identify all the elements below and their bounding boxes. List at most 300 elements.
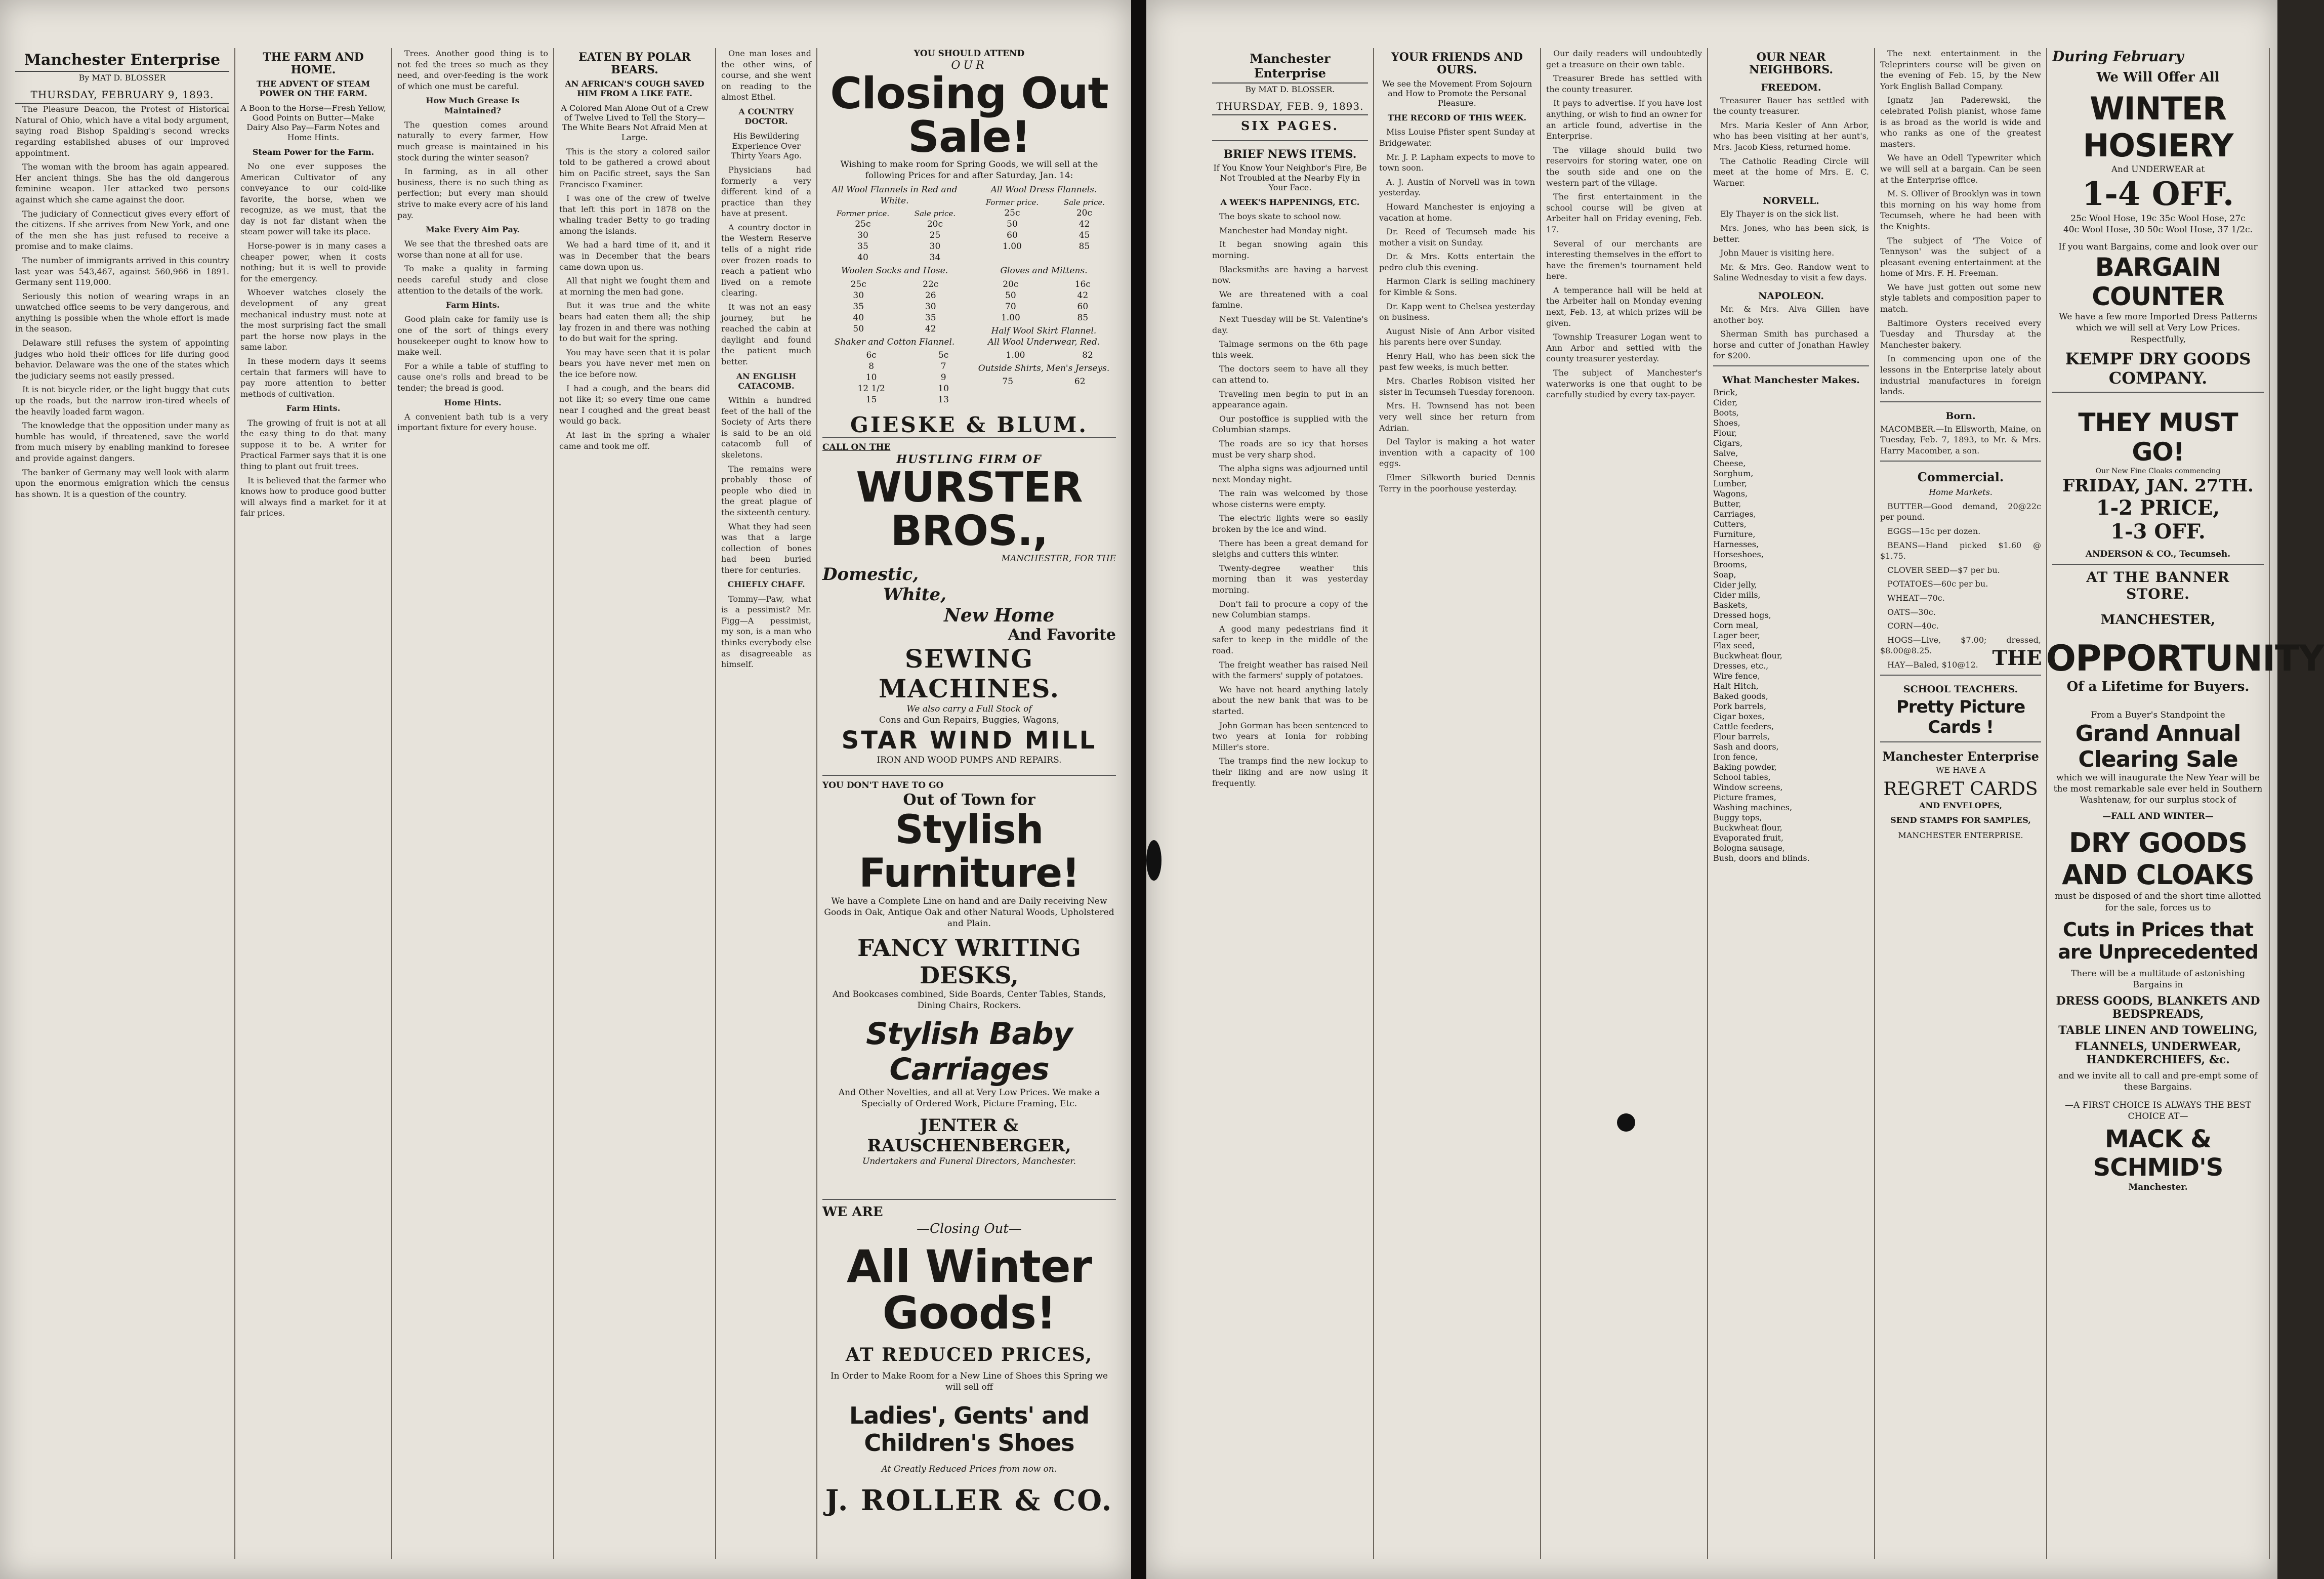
banner-store: AT THE BANNER STORE. <box>2086 568 2230 602</box>
anderson-name: ANDERSON & CO., Tecumseh. <box>2085 549 2231 559</box>
makes-item: Harnesses, <box>1713 539 1759 549</box>
table-row <box>972 241 1116 252</box>
cell: 30 <box>853 290 864 301</box>
ad-pumps: IRON AND WOOD PUMPS AND REPAIRS. <box>877 755 1062 765</box>
table-row <box>822 383 967 394</box>
commercial-title: Commercial. <box>1917 469 2004 484</box>
makes-item: Carriages, <box>1713 509 1756 519</box>
mack-city: Manchester. <box>2128 1182 2188 1193</box>
paragraph: Howard Manchester is enjoying a vacation at home. <box>1379 201 1535 223</box>
paragraph: The number of immigrants arrived in this country last year was 543,467, against 560,966 in 1891. Germany sent 119,000. <box>15 255 229 287</box>
paragraph: Our daily readers will undoubtedly get a treasure on their own table. <box>1546 49 1702 69</box>
table-row <box>822 241 967 252</box>
manchester-label: MANCHESTER, <box>2100 612 2216 628</box>
market-item: WHEAT—70c. <box>1887 593 1945 603</box>
subhead: A COUNTRY DOCTOR. <box>738 106 794 127</box>
paragraph: You may have seen that it is polar bears you have never met men on the ice before now. <box>559 347 710 379</box>
paragraph: A convenient bath tub is a very important fixture for every house. <box>397 411 548 433</box>
the-word: THE <box>1992 646 2042 671</box>
paragraph: Within a hundred feet of the hall of the Society of Arts there is said to be an old catacomb full of skeletons. <box>721 395 811 460</box>
table-row <box>822 312 967 323</box>
wool-flannels-block <box>822 184 967 265</box>
subhead: How Much Grease Is Maintained? <box>426 96 520 115</box>
cell: 1.00 <box>1006 350 1025 360</box>
paragraph: We are threatened with a coal famine. <box>1212 289 1368 310</box>
byline: By MAT D. BLOSSER. <box>1245 85 1335 94</box>
makes-item: Corn meal, <box>1713 620 1759 630</box>
paragraph: To make a quality in farming needs careful study and close attention to the details of the work. <box>397 264 548 296</box>
paragraph: The growing of fruit is not at all the easy thing to do that many suppose it to be. A writer for Practical Farmer says that it is one thing to plant out fruit trees. <box>240 418 386 471</box>
table-row <box>822 323 967 335</box>
section-header: THE FARM AND HOME. <box>263 51 364 77</box>
table-title: Outside Shirts, Men's Jerseys. <box>978 363 1110 373</box>
markets-list <box>1880 501 2041 671</box>
paragraph: Talmage sermons on the 6th page this week. <box>1212 339 1368 360</box>
subhead: A WEEK'S HAPPENINGS, ETC. <box>1220 197 1360 207</box>
makes-item: Brick, <box>1713 387 1738 397</box>
market-item: HOGS—Live, $7.00; dressed, $8.00@8.25. <box>1880 635 2041 656</box>
paragraph: Blacksmiths are having a harvest now. <box>1212 264 1368 285</box>
table-row <box>972 207 1116 219</box>
paragraph: Mr. & Mrs. Alva Gillen have another boy. <box>1713 304 1869 325</box>
makes-item: Cider mills, <box>1713 590 1761 600</box>
table-title: Woolen Socks and Hose. <box>841 266 948 276</box>
cell: 25c <box>850 279 866 289</box>
ad-hustling: HUSTLING FIRM OF <box>896 453 1042 467</box>
cell: 42 <box>1077 290 1089 301</box>
half-price: 1-2 PRICE, <box>2096 495 2220 520</box>
six-pages: SIX PAGES. <box>1240 118 1340 134</box>
article-body <box>1713 304 1869 361</box>
paragraph: Mr. J. P. Lapham expects to move to town soon. <box>1379 152 1535 173</box>
paragraph: In farming, as in all other business, there is no such thing as perfection; but every man should strive to make every acre of his land pay. <box>397 167 548 220</box>
market-item: OATS—30c. <box>1887 607 1936 617</box>
we-have: WE HAVE A <box>1936 765 1985 775</box>
makes-item: Flax seed, <box>1713 640 1755 650</box>
makes-title: What Manchester Makes. <box>1722 374 1860 386</box>
paragraph: The village should build two reservoirs for storing water, one on the south side and one on the western part of the village. <box>1546 145 1702 188</box>
byline: By MAT D. BLOSSER <box>78 73 166 82</box>
makes-item: Dressed hogs, <box>1713 610 1771 620</box>
paragraph: The banker of Germany may well look with alarm upon the enormous emigration which the census has shown. It is a question of the country. <box>15 467 229 499</box>
home-markets: Home Markets. <box>1929 487 1993 497</box>
paragraph: Township Treasurer Logan went to Ann Arbor and settled with the county treasurer yesterday. <box>1546 332 1702 364</box>
cell: 50 <box>1005 290 1016 301</box>
table-row <box>822 394 967 405</box>
paragraph: The electric lights were so easily broken by the ice and wind. <box>1212 513 1368 534</box>
cell: 42 <box>925 323 936 334</box>
paragraph: Horse-power is in many cases a cheaper power, when it costs nothing; but it is well to provide for the emergency. <box>240 241 386 283</box>
roller-ad <box>822 1204 1116 1568</box>
paragraph: But it was true and the white bears had eaten them all; the ship lay frozen in and there was nothing to do but wait for the spring. <box>559 301 710 344</box>
gieske-blum-ad <box>822 48 1116 437</box>
enterprise-label: Manchester Enterprise <box>1882 749 2039 764</box>
paragraph: No one ever supposes the American Cultivator of any conveyance to our cold-like favorite, the horse, when we recognize, as we must, that the day is not far distant when the steam power will take its place. <box>240 161 386 237</box>
paragraph: At last in the spring a whaler came and took me off. <box>559 430 710 451</box>
paragraph: The Pleasure Deacon, the Protest of Historical Natural of Ohio, which have a vital body argument, saying road Bishop Spalding's second wrecks regarding established abuses of our improved appointment. <box>15 104 229 158</box>
ad-domestic: Domestic, <box>822 564 919 585</box>
subhead: If You Know Your Neighbor's Fire, Be Not Troubled at the Nearby Fly in Your Face. <box>1213 163 1367 192</box>
ad-headline: All Winter Goods! <box>846 1240 1092 1340</box>
cell: 42 <box>1078 219 1090 230</box>
article-body <box>1880 48 2041 397</box>
table-row <box>822 290 967 301</box>
subhead: A Boon to the Horse—Fresh Yellow, Good Points on Butter—Make Dairy Also Pay—Farm Notes and Home Hints. <box>240 103 386 142</box>
article-body <box>721 48 811 670</box>
article-body <box>1713 209 1869 283</box>
ink-blot <box>1617 1113 1635 1132</box>
paragraph: Treasurer Brede has settled with the county treasurer. <box>1546 73 1702 94</box>
makes-item: Lager beer, <box>1713 630 1760 640</box>
must-be: must be disposed of and the short time allotted for the sale, forces us to <box>2054 891 2262 913</box>
section-header: OUR NEAR NEIGHBORS. <box>1749 51 1833 77</box>
cell: 25 <box>929 230 941 241</box>
wurster-bros-ad <box>822 442 1116 771</box>
ad-shoes: Ladies', Gents' and Children's Shoes <box>849 1401 1090 1457</box>
left-col-2 <box>235 48 392 1559</box>
market-item: POTATOES—60c per bu. <box>1887 579 1988 589</box>
price-tables-row <box>822 184 1116 265</box>
ad-desks-desc: And Bookcases combined, Side Boards, Center Tables, Stands, Dining Chairs, Rockers. <box>832 989 1106 1011</box>
masthead: Manchester Enterprise <box>15 48 229 72</box>
paragraph: The freight weather has raised Neil with the farmers' supply of potatoes. <box>1212 659 1368 681</box>
subhead: THE RECORD OF THIS WEEK. <box>1387 113 1527 123</box>
table-title: All Wool Flannels in Red and White. <box>832 185 958 206</box>
cell: 20c <box>1076 208 1093 219</box>
subhead: Make Every Aim Pay. <box>426 225 520 235</box>
subhead: His Bewildering Experience Over Thirty Years Ago. <box>731 131 802 160</box>
paragraph: The roads are so icy that horses must be very sharp shod. <box>1212 438 1368 460</box>
paragraph: The subject of Manchester's waterworks is one that ought to be carefully studied by every tax-payer. <box>1546 368 1702 400</box>
cell: 50 <box>1007 219 1018 230</box>
town-header: NAPOLEON. <box>1758 290 1824 302</box>
paragraph: A temperance hall will be held at the Arbeiter hall on Monday evening next, Feb. 13, at which prizes will be given. <box>1546 285 1702 328</box>
page-gutter <box>1131 0 1146 1579</box>
col-header: Former price. <box>985 198 1039 207</box>
cell: 10 <box>938 383 949 394</box>
market-item: BEANS—Hand picked $1.60 @ $1.75. <box>1880 540 2041 561</box>
makes-item: Halt Hitch, <box>1713 681 1759 691</box>
ad-dont-have: YOU DON'T HAVE TO GO <box>822 780 944 791</box>
cell: 35 <box>857 241 868 252</box>
paragraph: Baltimore Oysters received every Tuesday and Thursday at the Manchester bakery. <box>1880 318 2041 350</box>
makes-item: Wagons, <box>1713 488 1748 498</box>
ad-manchester: MANCHESTER, FOR THE <box>1001 554 1116 564</box>
makes-item: Baskets, <box>1713 600 1748 610</box>
makes-item: Cattle feeders, <box>1713 721 1774 731</box>
teachers-title: SCHOOL TEACHERS. <box>1903 683 2018 695</box>
cell: 1.00 <box>1001 312 1020 323</box>
cell: 60 <box>1077 301 1089 312</box>
makes-item: Buckwheat flour, <box>1713 822 1782 833</box>
makes-item: Cigars, <box>1713 438 1743 448</box>
makes-item: School tables, <box>1713 772 1771 782</box>
divider <box>1880 741 2041 742</box>
paragraph: Mr. & Mrs. Geo. Randow went to Saline Wednesday to visit a few days. <box>1713 262 1869 283</box>
cell: 16c <box>1074 279 1091 289</box>
makes-item: Iron fence, <box>1713 752 1758 762</box>
paragraph: Twenty-degree weather this morning than it was yesterday morning. <box>1212 563 1368 595</box>
outside-table <box>972 376 1116 387</box>
paragraph: Seriously this notion of wearing wraps in an unwatched office seems to be very dangerous, and anything is possible when the whole effort is made in the season. <box>15 291 229 334</box>
article-body <box>1546 48 1702 400</box>
subhead: Farm Hints. <box>445 300 500 310</box>
section-header: YOUR FRIENDS AND OURS. <box>1391 51 1523 77</box>
market-item: CORN—40c. <box>1887 621 1939 631</box>
jenter-ad <box>822 780 1116 1195</box>
must-go: THEY MUST GO! <box>2078 407 2238 467</box>
opportunity: OPPORTUNITY <box>2046 637 2324 679</box>
price-tables-row <box>822 265 1116 336</box>
paragraph: Treasurer Bauer has settled with the county treasurer. <box>1713 95 1869 116</box>
makes-item: Bush, doors and blinds. <box>1713 853 1810 863</box>
makes-item: Butter, <box>1713 498 1741 509</box>
cell: 25c <box>855 219 871 230</box>
paragraph: Don't fail to procure a copy of the new Columbian stamps. <box>1212 599 1368 620</box>
col-header: Sale price. <box>1063 198 1105 207</box>
table-row <box>972 219 1116 230</box>
kempf-name: KEMPF DRY GOODS COMPANY. <box>2065 349 2251 388</box>
cell: 35 <box>925 312 936 323</box>
article-body <box>397 48 548 433</box>
dress-flannels-block <box>972 184 1116 265</box>
first-choice: —A FIRST CHOICE IS ALWAYS THE BEST CHOICE AT— <box>2065 1100 2251 1122</box>
cell: 13 <box>938 394 949 405</box>
regret-cards: REGRET CARDS <box>1883 779 2038 800</box>
paragraph: Sherman Smith has purchased a horse and cutter of Jonathan Hawley for $200. <box>1713 329 1869 361</box>
cell: 70 <box>1005 301 1016 312</box>
cell: 40 <box>853 312 864 323</box>
ad-white: White, <box>883 585 946 605</box>
divider <box>2052 392 2264 393</box>
friday: FRIDAY, JAN. 27TH. <box>2062 475 2254 496</box>
divider <box>1713 365 1869 366</box>
subhead: We see the Movement From Sojourn and How to Promote the Personal Pleasure. <box>1382 78 1532 108</box>
paragraph: I had a cough, and the bears did not like it; so every time one came near I coughed and the great beast would go back. <box>559 383 710 426</box>
paragraph: It pays to advertise. If you have lost anything, or wish to find an owner for an article found, advertise in the Enterprise. <box>1546 98 1702 141</box>
cell: 20c <box>927 219 943 230</box>
makes-item: Soap, <box>1713 569 1736 579</box>
must-go-sub: Our New Fine Cloaks commencing <box>2095 467 2221 475</box>
divider <box>1880 461 2041 462</box>
makes-item: Picture frames, <box>1713 792 1776 802</box>
cell: 9 <box>940 372 946 383</box>
table-row <box>822 219 967 230</box>
will-inaugurate: which we will inaugurate the New Year will be the most remarkable sale ever held in Southern Washtenaw, for our surplus stock of <box>2053 773 2263 806</box>
paragraph: Several of our merchants are interesting themselves in the effort to have the firemen's tournament held here. <box>1546 238 1702 281</box>
dateline: THURSDAY, FEB. 9, 1893. <box>1212 98 1368 115</box>
table-row <box>972 350 1116 361</box>
left-col-3 <box>392 48 554 1559</box>
makes-item: Shoes, <box>1713 418 1740 428</box>
ad-out-of-town: Out of Town for <box>903 791 1035 809</box>
dateline: THURSDAY, FEBRUARY 9, 1893. <box>15 87 229 104</box>
paragraph: Mrs. Maria Kesler of Ann Arbor, who has been visiting at her aunt's, Mrs. Jacob Kiess, returned home. <box>1713 120 1869 152</box>
ad-headline: Closing Out Sale! <box>830 68 1108 163</box>
hosiery-title: WINTER HOSIERY <box>2083 90 2233 164</box>
cell: 34 <box>929 253 941 263</box>
cell: 5c <box>938 350 949 360</box>
items-2: TABLE LINEN AND TOWELING, <box>2058 1023 2258 1037</box>
born-title: Born. <box>1945 410 1976 422</box>
left-col-1 <box>10 48 235 1559</box>
divider <box>822 1199 1116 1200</box>
right-col-5 <box>1875 48 2047 1559</box>
subhead: CHIEFLY CHAFF. <box>727 579 805 590</box>
paragraph: Del Taylor is making a hot water invention with a capacity of 100 eggs. <box>1379 437 1535 469</box>
hosiery-block <box>822 265 967 336</box>
masthead: Manchester Enterprise <box>1212 48 1368 84</box>
cell: 82 <box>1082 350 1093 360</box>
paragraph: Next Tuesday will be St. Valentine's day. <box>1212 314 1368 335</box>
cell: 45 <box>1078 230 1090 241</box>
left-page <box>0 0 1131 1579</box>
table-title: Shaker and Cotton Flannel. <box>834 337 955 347</box>
paragraph: It is not bicycle rider, or the light buggy that cuts up the roads, but the narrow iron-tired wheels of the heavily loaded farm wagon. <box>15 385 229 417</box>
price-tables-row <box>822 337 1116 407</box>
table-row <box>972 376 1116 387</box>
makes-item: Cider, <box>1713 397 1738 407</box>
market-item: EGGS—15c per dozen. <box>1887 526 1981 536</box>
anderson-ad <box>2052 408 2264 560</box>
third-off: 1-3 OFF. <box>2110 519 2206 544</box>
cell: 85 <box>1077 312 1089 323</box>
left-col-4 <box>554 48 716 1559</box>
cell: 26 <box>925 290 936 301</box>
makes-item: Pork barrels, <box>1713 701 1767 711</box>
paragraph: For a while a table of stuffing to cause one's rolls and bread to be tender; the bread is good. <box>397 361 548 393</box>
ad-greatly: At Greatly Reduced Prices from now on. <box>881 1464 1057 1474</box>
cell: 6c <box>866 350 877 360</box>
makes-item: Dresses, etc., <box>1713 660 1769 671</box>
table-row <box>822 230 967 241</box>
cell: 30 <box>925 301 936 312</box>
makes-item: Flour, <box>1713 428 1737 438</box>
cell: 15 <box>865 394 877 405</box>
right-col-4 <box>1708 48 1875 1559</box>
ad-call: CALL ON THE <box>822 442 891 452</box>
multitude: There will be a multitude of astonishing Bargains in <box>2070 968 2246 990</box>
subhead: Farm Hints. <box>286 403 341 413</box>
makes-item: Flour barrels, <box>1713 731 1770 741</box>
table-title: All Wool Underwear, Red. <box>987 337 1100 347</box>
paragraph: This is the story a colored sailor told to be gathered a crowd about him on Pacific street, says the San Francisco Examiner. <box>559 146 710 189</box>
paragraph: Mrs. H. Townsend has not been very well since her return from Adrian. <box>1379 401 1535 433</box>
paragraph: The question comes around naturally to every farmer, How much grease is maintained in his stock during the winter season? <box>397 119 548 162</box>
makes-item: Sash and doors, <box>1713 741 1779 752</box>
makes-item: Evaporated fruit, <box>1713 833 1784 843</box>
cell: 30 <box>929 241 941 252</box>
divider <box>822 775 1116 776</box>
paragraph: Manchester had Monday night. <box>1219 225 1348 235</box>
items-1: DRESS GOODS, BLANKETS AND BEDSPREADS, <box>2056 994 2260 1021</box>
paragraph: We see that the threshed oats are worse than none at all for use. <box>397 239 548 260</box>
paragraph: There has been a great demand for sleighs and cutters this winter. <box>1212 538 1368 559</box>
table-row <box>972 279 1116 290</box>
ad-name: JENTER & RAUSCHENBERGER, <box>867 1115 1071 1156</box>
paragraph: Tommy—Paw, what is a pessimist? Mr. Figg—A pessimist, my son, is a man who thinks everybody else as disagreeable as himself. <box>721 594 811 670</box>
table-title: Gloves and Mittens. <box>1000 266 1088 276</box>
dress-patterns: We have a few more Imported Dress Patterns which we will sell at Very Low Prices. Respectfully, <box>2059 312 2257 345</box>
makes-item: Horseshoes, <box>1713 549 1764 559</box>
wool-flannels-table <box>822 209 967 263</box>
cell: 62 <box>1074 376 1086 387</box>
ad-signature: GIESKE & BLUM. <box>850 412 1088 437</box>
paragraph: Whoever watches closely the development of any great mechanical industry must note at the most surprising fact the small part the horse now plays in the same labor. <box>240 287 386 352</box>
makes-item: Cider jelly, <box>1713 579 1757 590</box>
cell: 75 <box>1002 376 1014 387</box>
article-body <box>1212 211 1368 788</box>
ad-intro: YOU SHOULD ATTEND <box>914 49 1025 59</box>
ad-desc: Wishing to make room for Spring Goods, we will sell at the following Prices for and after Saturday, Jan. 14: <box>840 159 1098 181</box>
cell: 40 <box>857 253 868 263</box>
paragraph: All that night we fought them and at morning the men had gone. <box>559 276 710 297</box>
paragraph: One man loses and the other wins, of course, and she went on reading to the almost Ethel. <box>721 49 811 102</box>
hosiery-table <box>822 279 967 335</box>
makes-item: Salve, <box>1713 448 1738 458</box>
table-title: Half Wool Skirt Flannel. <box>991 325 1097 336</box>
paragraph: Elmer Silkworth buried Dennis Terry in the poorhouse yesterday. <box>1379 472 1535 493</box>
table-row <box>972 312 1116 323</box>
paragraph: Ignatz Jan Paderewski, the celebrated Polish pianist, whose fame is as broad as the world is wide and who ranks as one of the greatest masters. <box>1880 95 2041 149</box>
ad-desc: We have a Complete Line on hand and are Daily receiving New Goods in Oak, Antique Oak and other Natural Woods, Upholstered and Plain. <box>824 896 1114 929</box>
paragraph: The boys skate to school now. <box>1219 212 1342 222</box>
paragraph: Dr. Reed of Tecumseh made his mother a visit on Sunday. <box>1379 227 1535 247</box>
ad-our: OUR <box>951 59 987 72</box>
underwear-table <box>972 350 1116 361</box>
paragraph: In commencing upon one of the lessons in the Enterprise lately about industrial manufactures in foreign lands. <box>1880 354 2041 397</box>
cell: 22c <box>923 279 939 289</box>
cell: 12 1/2 <box>857 383 885 394</box>
makes-item: Cigar boxes, <box>1713 711 1765 721</box>
paragraph: The first entertainment in the school course will be given at Arbeiter hall on Friday evening, Feb. 17. <box>1546 192 1702 234</box>
section-header: EATEN BY POLAR BEARS. <box>578 51 691 77</box>
divider <box>2052 564 2264 565</box>
paragraph: The subject of 'The Voice of Tennyson' was the subject of a pleasant evening entertainment at the home of Mrs. F. H. Freeman. <box>1880 235 2041 278</box>
table-row <box>822 301 967 312</box>
mack-schmid-ad <box>1992 568 2324 1193</box>
clearing-sale: Grand Annual Clearing Sale <box>2075 721 2241 773</box>
paragraph: The tramps find the new lockup to their liking and are now using it frequently. <box>1212 756 1368 788</box>
cell: 8 <box>868 361 875 371</box>
subhead: AN AFRICAN'S COUGH SAVED HIM FROM A LIKE FATE. <box>565 78 704 98</box>
cell: 20c <box>1003 279 1019 289</box>
article-body <box>1379 127 1535 494</box>
makes-item: Bologna sausage, <box>1713 843 1785 853</box>
shaker-table <box>822 350 967 405</box>
paragraph: The rain was welcomed by those whose cisterns were empty. <box>1212 488 1368 509</box>
paragraph: We have not heard anything lately about the new bank that was to be started. <box>1212 684 1368 716</box>
divider <box>1212 140 1368 141</box>
town-header: NORVELL. <box>1763 195 1819 207</box>
paragraph: The remains were probably those of people who died in the great plague of the sixteenth century. <box>721 464 811 517</box>
we-offer: We Will Offer All <box>2096 70 2220 85</box>
divider <box>1880 401 2041 402</box>
ad-new-home: New Home <box>944 605 1055 627</box>
cell: 1.00 <box>1003 241 1022 252</box>
table-row <box>822 361 967 372</box>
subhead: Steam Power for the Farm. <box>252 147 375 157</box>
market-item: BUTTER—Good demand, 20@22c per pound. <box>1880 501 2041 522</box>
bargain-intro: If you want Bargains, come and look over our <box>2058 242 2258 253</box>
gloves-table <box>972 279 1116 323</box>
lifetime: Of a Lifetime for Buyers. <box>2066 679 2250 694</box>
paragraph: Dr. Kapp went to Chelsea yesterday on business. <box>1379 301 1535 322</box>
cell: 35 <box>853 301 864 312</box>
paragraph: Good plain cake for family use is one of the sort of things every housekeeper ought to know how to make well. <box>397 314 548 357</box>
paragraph: A good many pedestrians find it safer to keep in the middle of the road. <box>1212 624 1368 656</box>
cell: 10 <box>865 372 877 383</box>
